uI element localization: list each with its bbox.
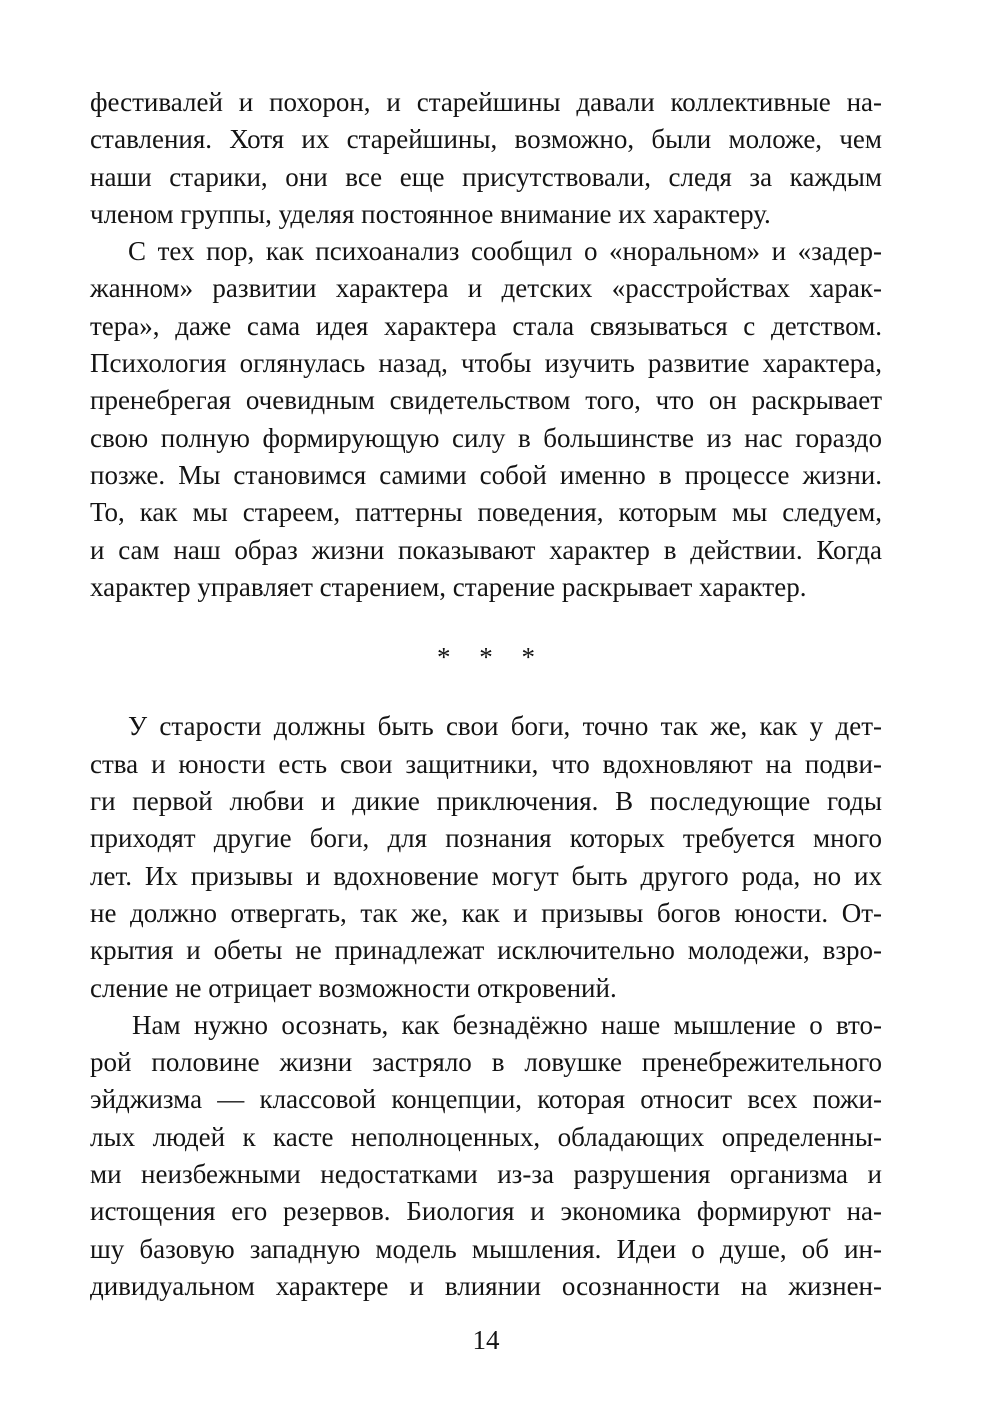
text-line: рой половине жизни застряло в ловушке пренебрежительного xyxy=(90,1047,882,1078)
text-line: сление не отрицает возможности откровений. xyxy=(90,972,617,1003)
text-line: тера», даже сама идея характера стала связываться с детством. xyxy=(90,310,882,341)
paragraph xyxy=(90,708,882,1006)
text-line: С тех пор, как психоанализ сообщил о «норальном» и «задер- xyxy=(128,236,882,267)
paragraph xyxy=(90,1007,882,1305)
text-line: крытия и обеты не принадлежат исключительно молодежи, взро- xyxy=(90,935,882,966)
text-line: шу базовую западную модель мышления. Идеи о душе, об ин- xyxy=(90,1233,882,1264)
section-separator: * * * xyxy=(437,642,535,673)
text-line: Нам нужно осознать, как безнадёжно наше мышление о вто- xyxy=(132,1009,882,1040)
text-line: свою полную формирующую силу в большинстве из нас гораздо xyxy=(90,422,882,453)
text-line: ми неизбежными недостатками из-за разрушения организма и xyxy=(90,1159,882,1190)
paragraph xyxy=(90,84,882,233)
text-line: приходят другие боги, для познания которых требуется много xyxy=(90,823,882,854)
paragraph xyxy=(90,233,882,606)
text-line: характер управляет старением, старение раскрывает характер. xyxy=(90,571,807,602)
body-text xyxy=(90,84,882,1305)
text-line: наши старики, они все еще присутствовали, следя за каждым xyxy=(90,161,882,192)
text-line: жанном» развитии характера и детских «расстройствах харак- xyxy=(90,273,882,304)
text-line: Психология оглянулась назад, чтобы изучить развитие характера, xyxy=(90,348,882,379)
text-line: ги первой любви и дикие приключения. В последующие годы xyxy=(90,786,882,817)
text-line: То, как мы стареем, паттерны поведения, которым мы следуем, xyxy=(90,497,882,528)
text-line: позже. Мы становимся самими собой именно в процессе жизни. xyxy=(90,459,882,490)
text-line: ставления. Хотя их старейшины, возможно, были моложе, чем xyxy=(90,124,882,155)
page-number: 14 xyxy=(472,1325,500,1355)
text-line: ства и юности есть свои защитники, что вдохновляют на подви- xyxy=(90,748,882,779)
text-line: эйджизма — классовой концепции, которая относит всех пожи- xyxy=(90,1084,882,1115)
text-line: членом группы, уделяя постоянное внимание их характеру. xyxy=(90,198,771,229)
text-line: У старости должны быть свои боги, точно так же, как у дет- xyxy=(128,711,882,742)
text-line: фестивалей и похорон, и старейшины давали коллективные на- xyxy=(90,87,882,117)
text-line: истощения его резервов. Биология и экономика формируют на- xyxy=(90,1196,882,1227)
text-line: лых людей к касте неполноценных, обладающих определенны- xyxy=(90,1121,882,1152)
text-line: пренебрегая очевидным свидетельством того, что он раскрывает xyxy=(90,385,882,416)
text-line: дивидуальном характере и влиянии осознанности на жизнен- xyxy=(90,1270,882,1301)
text-line: и сам наш образ жизни показывают характер в действии. Когда xyxy=(90,534,882,565)
text-line: лет. Их призывы и вдохновение могут быть другого рода, но их xyxy=(90,860,882,891)
text-line: не должно отвергать, так же, как и призывы богов юности. От- xyxy=(90,897,882,928)
